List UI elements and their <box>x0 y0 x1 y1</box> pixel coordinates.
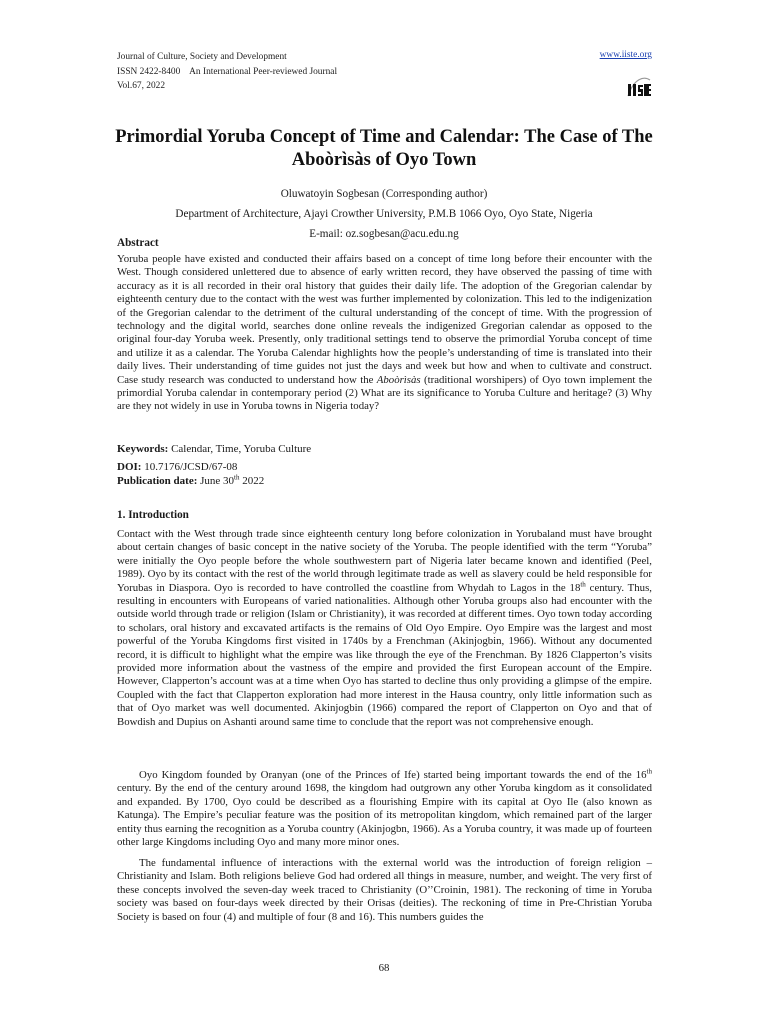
abstract-text-italic: Aboòrìsàs <box>376 373 421 386</box>
abstract-text-b: (traditional worshipers) of Oyo town implement the primordial Yoruba calendar in contemporary period (2) What are its significance to Yoruba Culture and heritage? (3) Why are they not widely in use in Yoruba towns in Nigeria today? <box>117 373 652 413</box>
intro-p2-sup: th <box>646 767 652 776</box>
keywords-line <box>117 442 311 456</box>
journal-issn: ISSN 2422-8400 An International Peer-reviewed Journal <box>117 66 338 77</box>
intro-p1-sup: th <box>580 580 586 589</box>
abstract-text <box>117 253 652 414</box>
doi-value: 10.7176/JCSD/67-08 <box>144 461 238 473</box>
iiste-logo <box>626 74 652 100</box>
intro-paragraph-3: The fundamental influence of interactions with the external world was the introduction of foreign religion – Christianity and Islam. Both religions believe God had ordered all things in measure, number, and weight. The very first of these concepts involved the seven-day week traced to Christianity (O’’Croinin, 1981). The reckoning of time in Yoruba society was based on four-days week directed by their Orisas (deities). The reckoning of time in Pre-Christian Yoruba Society is based on four (4) and multiple of four (8 and 16). This numbers guides the <box>117 857 652 923</box>
journal-header-right <box>590 49 652 105</box>
intro-p1-a: Contact with the West through trade since eighteenth century long before colonization in Yorubaland must have brought about certain changes of basic concept in the native society of the Yoruba. The people identified with the term “Yoruba” were initially the Oyo people before the whole southwestern part of Nigeria later became known and identified (Peel, 1989). Oyo by its contact with the rest of the world through legitimate trade as well as slavery could be held responsible for Yorubas in Diaspora. Oyo is recorded to have controlled the coastline from Whydah to Lagos in the 18 <box>117 528 652 594</box>
website-link[interactable]: www.iiste.org <box>599 50 652 60</box>
keywords-value: Calendar, Time, Yoruba Culture <box>171 443 312 455</box>
author-email: E-mail: oz.sogbesan@acu.edu.ng <box>309 228 459 240</box>
author-affiliation: Department of Architecture, Ajayi Crowther University, P.M.B 1066 Oyo, Oyo State, Nigeria <box>175 208 593 220</box>
publication-date-post: 2022 <box>239 475 265 487</box>
journal-header <box>117 50 337 94</box>
publication-date-pre: June 30 <box>200 475 235 487</box>
abstract-text-a: Yoruba people have existed and conducted their affairs based on a concept of time long before their encounter with the West. Though considered unlettered due to absence of early written record, they have observed the passing of time with accuracy as it is all recorded in their oral history that guides their daily life. The adoption of the Gregorian calendar by eighteenth century due to the contact with the west was further implemented by colonization. This led to the indigenization of the Gregorian calendar to the detriment of the cultural understanding of the concept of time. With the progression of technology and the digital world, searches done online reveals the indigenized Gregorian calendar as opposed to the original four-day Yoruba week. Presently, only traditional settings tend to observe the primordial Yoruba concept of time and utilize it as a calendar. The Yoruba Calendar highlights how the people’s understanding of time is translated into their daily lives. Their understanding of time guides not just the days and week but how and when to cultivate and construct. Case study research was conducted to understand how the <box>117 253 652 386</box>
author-name: Oluwatoyin Sogbesan (Corresponding author) <box>280 188 488 200</box>
intro-p1-b: century. Thus, resulting in encounters with Europeans of varied nationalities. Although other Yoruba groups also had encounter with the outside world through trade or religion (Islam or Christianity), it was recorded at different times. Oyo town today according to scholars, oral history and excavated artifacts is the remains of Old Oyo Empire. Oyo Empire was the largest and most powerful of the Yoruba Kingdoms first visited in 1740s by a Frenchman (Akinjogbin, 1966). Without any documented record, it is difficult to highlight what the empire was like through the eye of the Frenchman. By 1826 Clapperton’s visits provided more information about the vastness of the empire and provided the first European account of the Empire. However, Clapperton’s account was at a time when Oyo has started to decline thus only providing a glimpse of the empire. Coupled with the fact that Clapperton exploration had more interest in the Hausa country, only little information such as that of Oyo market was well documented. Akinjogbin (1966) compared the report of Clapperton on Oyo and that of Bowdish and Dupius on Ashanti around same time to conclude that the report was not comprehensive enough. <box>117 581 652 728</box>
abstract-heading: Abstract <box>117 237 159 249</box>
publication-date-label: Publication date: <box>117 475 201 487</box>
keywords-label: Keywords: <box>117 443 172 455</box>
intro-paragraph-1 <box>117 528 652 729</box>
publication-date-sup: th <box>234 473 240 482</box>
iiste-logo-icon <box>626 74 652 100</box>
intro-p2-b: century. By the end of the century around 1698, the kingdom had outgrown any other Yoruba kingdom as it consolidated and expanded. By 1700, Oyo could be described as a flourishing Empire with its capital at Oyo Ile (also known as Katunga). The Empire’s peculiar feature was the position of its metropolitan kingdom, which remained part of the larger entity thus earning the recognition as a Yoruba country (Akinjogbn, 1966). As a Yoruba country, it was made up of fourteen other large Kingdoms including Oyo and many more minor ones. <box>117 782 652 849</box>
intro-p2-a: Oyo Kingdom founded by Oranyan (one of the Princes of Ife) started being important towards the end of the 16 <box>139 769 647 781</box>
journal-name: Journal of Culture, Society and Development <box>117 52 287 62</box>
journal-volume: Vol.67, 2022 <box>117 81 166 91</box>
paper-title: Primordial Yoruba Concept of Time and Calendar: The Case of The Aboòrìsàs of Oyo Town <box>115 127 653 170</box>
doi-line <box>117 460 237 474</box>
intro-paragraph-2 <box>117 769 652 849</box>
introduction-heading: 1. Introduction <box>117 509 189 521</box>
page-number: 68 <box>378 962 390 974</box>
doi-label: DOI: <box>117 461 145 473</box>
author-block <box>100 184 668 244</box>
publication-date-line <box>117 474 264 488</box>
